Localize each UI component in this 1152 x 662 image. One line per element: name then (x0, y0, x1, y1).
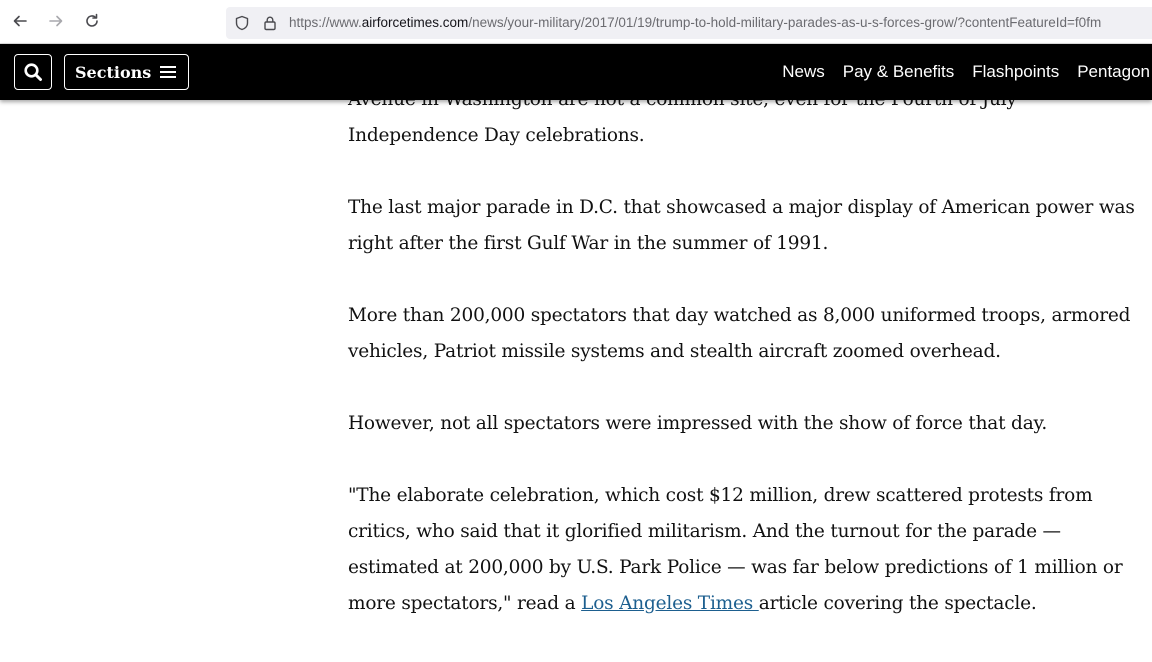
site-header (0, 44, 1152, 100)
article-paragraph: However, not all spectators were impressed with the show of force that day. (348, 413, 1047, 434)
quote-text: "The elaborate celebration, which cost $12 million, drew scattered protests from critics, who said that it glorified militarism. And the turnout for the parade — estimated at 200,000 by U.S. Park Police — was far below predictions of 1 million or more spectators," read a (348, 485, 1123, 614)
nav-link-pay-benefits[interactable]: Pay & Benefits (842, 62, 955, 81)
article-paragraph: More than 200,000 spectators that day watched as 8,000 uniformed troops, armored vehicles, Patriot missile systems and stealth aircraft zoomed overhead. (348, 305, 1131, 362)
top-navigation (764, 44, 1152, 100)
shield-icon[interactable] (234, 15, 250, 31)
url-text[interactable] (289, 15, 1101, 30)
forward-arrow-icon (48, 13, 64, 29)
article-paragraph: The last major parade in D.C. that showcased a major display of American power was right after the first Gulf War in the summer of 1991. (348, 197, 1135, 254)
nav-link-flashpoints[interactable]: Flashpoints (972, 62, 1060, 81)
url-path: /news/your-military/2017/01/19/trump-to-hold-military-parades-as-u-s-forces-grow/?contentFeatureId=f0fm (468, 15, 1102, 30)
sections-label: Sections (75, 62, 152, 82)
reload-button[interactable] (80, 9, 104, 33)
back-button[interactable] (8, 9, 32, 33)
search-button[interactable] (14, 54, 52, 90)
browser-toolbar (0, 0, 1152, 44)
lock-icon[interactable] (262, 15, 278, 31)
quote-text-end: article covering the spectacle. (758, 593, 1037, 614)
url-prefix: https://www. (289, 15, 362, 30)
sections-button[interactable] (64, 54, 189, 90)
address-bar[interactable] (226, 7, 1152, 39)
forward-button[interactable] (44, 9, 68, 33)
back-arrow-icon (12, 13, 28, 29)
search-icon (23, 62, 43, 82)
article-paragraph: Independence Day celebrations. (348, 125, 645, 146)
hamburger-menu-icon (160, 65, 176, 79)
los-angeles-times-link[interactable]: Los Angeles Times (581, 593, 759, 614)
reload-icon (84, 13, 100, 29)
nav-link-news[interactable]: News (782, 62, 825, 81)
article-body (348, 82, 1138, 658)
article-paragraph-quote (348, 478, 1138, 622)
url-domain: airforcetimes.com (361, 15, 469, 30)
nav-link-pentagon[interactable]: Pentagon (1077, 62, 1150, 81)
